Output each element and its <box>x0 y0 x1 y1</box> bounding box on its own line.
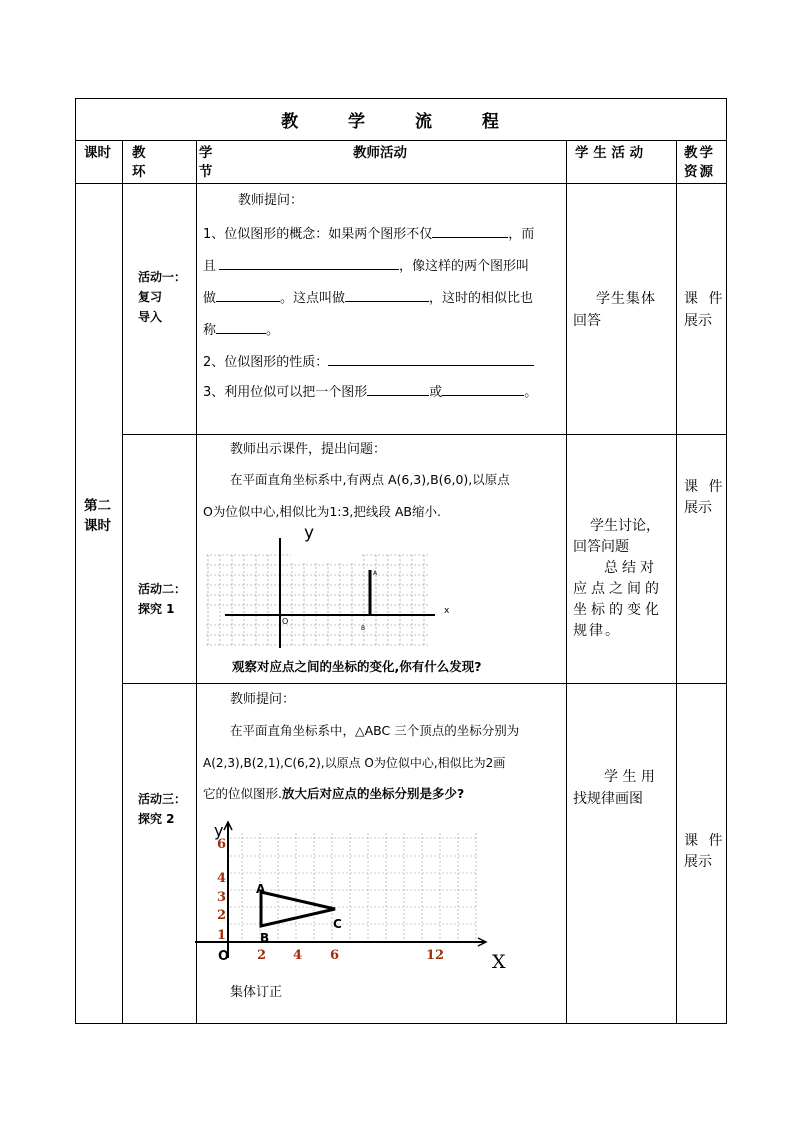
activity3-stage-line2: 探究 2 <box>138 812 175 826</box>
activity3-problem-line2: A(2,3),B(2,1),C(6,2),以原点 O为位似中心,相似比为2画 <box>203 756 506 770</box>
activity2-question: 观察对应点之间的坐标的变化,你有什么发现? <box>232 659 482 674</box>
row-divider-activity2 <box>122 683 727 684</box>
period-label-line2: 课时 <box>84 518 111 534</box>
activity2-stage-line2: 探究 1 <box>138 602 175 616</box>
q1-text-a: 1、位似图形的概念：如果两个图形不仅 <box>203 227 433 242</box>
activity3-coordinate-graph <box>190 818 520 978</box>
col-divider-1 <box>122 140 123 1024</box>
problem3-text-a: 它的位似图形. <box>203 786 282 801</box>
activity3-resource-line1: 课 件 <box>684 833 723 849</box>
q1-text-d: ，像这样的两个图形叫 <box>399 259 530 274</box>
graph2-origin-label: O <box>218 949 230 964</box>
q1-text-f: 。这点叫做 <box>280 291 346 306</box>
activity2-intro: 教师出示课件，提出问题： <box>230 442 387 457</box>
activity2-coordinate-graph <box>203 520 453 650</box>
activity1-q1-line4 <box>203 320 279 337</box>
activity1-stage-line1: 活动一： <box>138 270 187 284</box>
activity3-stage-line1: 活动三： <box>138 792 187 806</box>
graph2-y-label: y <box>214 821 224 840</box>
graph2-x-tick-12: 12 <box>426 948 445 963</box>
q1-text-b: ，而 <box>508 227 535 242</box>
period-label-line1: 第二 <box>84 498 111 514</box>
activity3-student-line1: 学 生 用 <box>604 769 655 785</box>
graph2-point-a-label: A <box>256 882 266 896</box>
q1-text-h: 称 <box>203 323 217 338</box>
q1-blank-1 <box>432 224 508 238</box>
activity2-student-line3: 总结对 <box>604 560 658 576</box>
activity1-resource-line2: 展示 <box>684 313 712 329</box>
graph2-point-c-label: C <box>333 917 342 931</box>
graph1-y-label: y <box>304 523 315 543</box>
q1-blank-4 <box>345 288 429 302</box>
q3-text-a: 3、利用位似可以把一个图形 <box>203 385 368 400</box>
q1-text-i: 。 <box>266 323 280 338</box>
q3-text-c: 。 <box>524 385 538 400</box>
activity2-student-line5: 坐标的变化 <box>573 602 663 618</box>
q1-blank-3 <box>216 288 280 302</box>
activity3-problem-line1: 在平面直角坐标系中，△ABC 三个顶点的坐标分别为 <box>230 723 520 738</box>
activity1-q1-line1 <box>203 224 534 241</box>
problem3-text-b: 放大后对应点的坐标分别是多少? <box>281 786 465 801</box>
graph1-grid <box>206 555 429 645</box>
triangle-abc <box>261 892 335 926</box>
header-period: 课时 <box>84 145 111 161</box>
header-stage-line2: 环 节 <box>132 164 213 180</box>
graph1-label-mask <box>291 552 361 562</box>
q2-blank <box>328 352 534 366</box>
q3-text-b: 或 <box>429 385 443 400</box>
q1-blank-5 <box>216 320 266 334</box>
q1-text-e: 做 <box>203 291 217 306</box>
activity3-prompt: 教师提问： <box>230 692 296 707</box>
graph2-x-label: X <box>492 951 506 973</box>
q1-text-c: 且 <box>203 259 217 274</box>
activity2-student-line4: 应点之间的 <box>573 581 663 597</box>
graph2-y-tick-4: 4 <box>217 871 227 886</box>
activity1-student-line2: 回答 <box>573 313 601 329</box>
activity1-prompt: 教师提问： <box>238 193 304 208</box>
activity3-student-line2: 找规律画图 <box>573 791 643 807</box>
col-divider-4 <box>676 140 677 1024</box>
activity1-q2 <box>203 352 534 369</box>
graph2-x-tick-4: 4 <box>293 948 303 963</box>
q1-blank-2 <box>219 256 399 270</box>
activity2-student-line6: 规律。 <box>573 623 621 639</box>
activity1-stage-line3: 导入 <box>138 310 163 324</box>
activity1-q1-line2 <box>203 256 529 273</box>
graph2-y-tick-1: 1 <box>217 928 227 943</box>
q2-text: 2、位似图形的性质： <box>203 355 329 370</box>
activity1-resource-line1: 课 件 <box>684 291 723 307</box>
graph2-y-tick-6: 6 <box>217 837 227 852</box>
q3-blank-2 <box>442 382 524 396</box>
graph2-point-b-label: B <box>260 931 270 945</box>
graph2-y-tick-3: 3 <box>217 890 227 905</box>
row-divider-activity1 <box>122 434 727 435</box>
graph2-x-tick-2: 2 <box>257 948 267 963</box>
activity2-student-line2: 回答问题 <box>573 539 629 555</box>
graph1-point-b-label: B <box>361 625 366 632</box>
graph1-point-a-label: A <box>373 570 378 577</box>
activity3-closing: 集体订正 <box>230 985 283 1000</box>
q3-blank-1 <box>367 382 429 396</box>
activity2-resource-line1: 课 件 <box>684 479 723 495</box>
col-divider-3 <box>566 140 567 1024</box>
row-divider-header <box>75 183 727 184</box>
activity1-student-line1: 学生集体 <box>596 291 656 307</box>
activity3-resource-line2: 展示 <box>684 854 712 870</box>
table-title: 教 学 流 程 <box>281 111 521 132</box>
activity1-stage-line2: 复习 <box>138 290 163 304</box>
activity2-stage-line1: 活动二： <box>138 582 187 596</box>
header-stage-line1: 教 学 <box>132 145 213 161</box>
activity3-problem-line3 <box>203 788 464 801</box>
activity1-q1-line3 <box>203 288 533 305</box>
activity2-resource-line2: 展示 <box>684 500 712 516</box>
activity1-q3 <box>203 382 537 399</box>
activity2-problem-line1: 在平面直角坐标系中,有两点 A(6,3),B(6,0),以原点 <box>230 472 510 487</box>
graph2-x-tick-6: 6 <box>330 948 340 963</box>
header-resource-line1: 教学 <box>684 145 715 161</box>
header-resource-line2: 资源 <box>684 164 715 180</box>
graph1-x-label: x <box>444 606 450 616</box>
activity2-problem-line2: O为位似中心,相似比为1:3,把线段 AB缩小. <box>203 504 441 519</box>
header-student: 学 生 活 动 <box>575 145 644 161</box>
row-divider-title <box>75 140 727 141</box>
q1-text-g: ，这时的相似比也 <box>429 291 534 306</box>
graph2-y-tick-2: 2 <box>217 908 227 923</box>
activity2-student-line1: 学生讨论， <box>590 518 660 534</box>
header-teacher: 教师活动 <box>353 145 407 161</box>
graph1-origin-label: O <box>282 617 289 626</box>
